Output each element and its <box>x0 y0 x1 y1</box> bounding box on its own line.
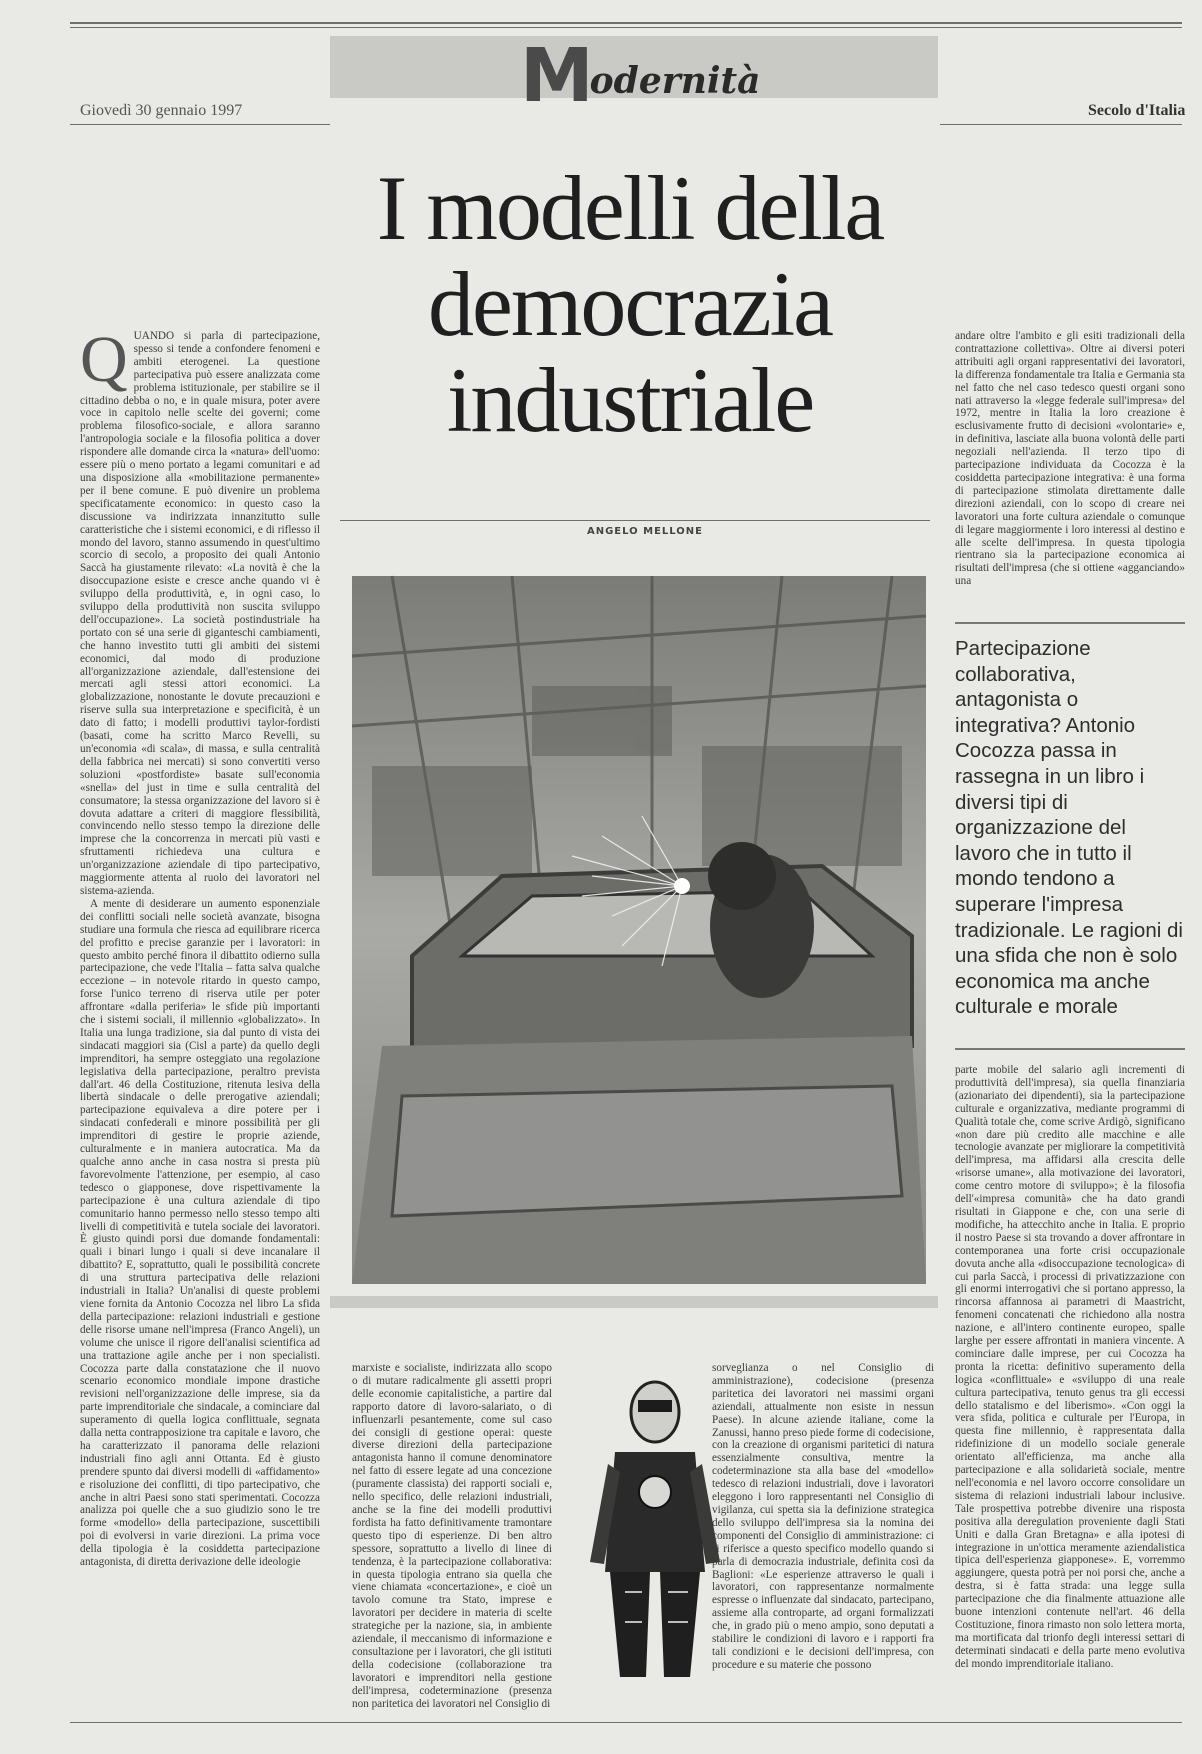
date-rule-right <box>940 124 1182 125</box>
column-4-top-text: andare oltre l'ambito e gli esiti tradizionali della contrattazione collettiva». Oltre ai diversi poteri attribuiti agli organi rappresentativi dei lavoratori, la differenza fondamentale tra Italia e Germania sta nel fatto che nel caso tedesco questi organi sono nati attraverso la «legge federale sull'impresa» del 1972, mentre in Italia la loro creazione è esclusivamente frutto di decisioni «volontarie» e, in definitiva, lasciate alla buona volontà delle parti negoziali nell'azienda. Il terzo tipo di partecipazione individuata da Cocozza è la cosiddetta partecipazione integrativa: è una forma di partecipazione stimolata direttamente dalle direzioni aziendali, con lo scopo di creare nei lavoratori una forte cultura aziendale o comunque di legare maggiormente i loro interessi al destino e alle scelte dell'impresa. In questa tipologia rientrano sia la partecipazione economica ai risultati dell'impresa (che si ottiene «agganciando» una <box>955 330 1185 588</box>
robot-figure <box>580 1372 730 1682</box>
headline: I modelli della democrazia industriale <box>376 157 884 451</box>
article-column-4-bottom <box>955 1064 1185 1678</box>
section-title <box>520 33 761 119</box>
robot-illustration-icon <box>580 1372 730 1682</box>
column-2-text: marxiste e socialiste, indirizzata allo scopo o di mutare radicalmente gli assetti propri delle economie capitalistiche, a partire dal rapporto datore di lavoro-salariato, o di influenzarli pesantemente, come sul caso dei consigli di gestione operai: queste diverse direzioni della partecipazione antagonista hanno il comune denominatore nel fatto di essere legate ad una concezione (puramente classista) dei rapporti sociali e, nello specifico, delle relazioni industriali, anche se la fine dei modelli produttivi fordista ha fatto definitivamente tramontare questo tipo di esperienze. Di ben altro spessore, soprattutto a livello di linee di tendenza, è la partecipazione collaborativa: in questa tipologia entrano sia quella che viene chiamata «concertazione», e cioè un tavolo comune tra Stato, imprese e lavoratori per decidere in materia di scelte strategiche per la nazione, sia, in ambiente aziendale, il meccanismo di informazione e consultazione per i lavoratori, che gli istituti della codecisione (collaborazione tra lavoratori e imprenditori nella gestione dell'impresa, codeterminazione (presenza non paritetica dei lavoratori nel Consiglio di <box>352 1362 552 1710</box>
welding-scene-icon <box>352 576 926 1284</box>
article-column-2 <box>352 1362 552 1710</box>
top-rule-thin <box>70 27 1182 28</box>
pull-quote: Partecipazione collaborativa, antagonista o integrativa? Antonio Cocozza passa in rassegna in un libro i diversi tipi di organizzazione del lavoro che in tutto il mondo tendono a superare l'impresa tradizionale. Le ragioni di una sfida che non è solo economica ma anche culturale e morale <box>955 637 1183 1019</box>
photo-bottom-band <box>330 1296 938 1308</box>
drop-cap: Q <box>80 323 128 396</box>
newspaper-name: Secolo d'Italia <box>1088 102 1186 119</box>
bottom-rule <box>70 1722 1182 1723</box>
byline-rule <box>340 520 930 521</box>
article-column-3 <box>712 1362 934 1678</box>
section-name: odernità <box>589 60 761 102</box>
column-3-text: sorveglianza o nel Consiglio di amministrazione), codecisione (presenza paritetica dei lavoratori nei massimi organi aziendali, attualmente non esiste in nessun Paese). In alcune aziende italiane, come la Zanussi, hanno preso piede forme di codecisione, con la creazione di organismi paritetici di natura essenzialmente consultiva, mentre la codeterminazione sta alla base del «modello» tedesco di relazioni industriali, dove i lavoratori eleggono i loro rappresentanti nel Consiglio di vigilanza, cui spetta sia la definizione strategica dello sviluppo dell'impresa sia la nomina dei componenti del Consiglio di amministrazione: ci si riferisce a questo specifico modello quando si parla di democrazia industriale, definita così da Baglioni: «Le esperienze attraverso le quali i lavoratori, con rappresentanze normalmente espresse o influenzate dal sindacato, partecipano, assieme alla controparte, ad organi formalizzati che, in grado più o meno ampio, sono deputati a stabilire le condizioni di lavoro e i rapporti fra tali condizioni e le decisioni dell'impresa, con procedure e su materie che possono <box>712 1362 934 1671</box>
section-initial: M <box>520 33 592 119</box>
paragraph-2: A mente di desiderare un aumento esponenziale dei conflitti sociali nelle società avanzate, bisogna studiare una formula che riesca ad equilibrare ricerca del profitto e precise garanzie per i lavoratori: in questo ambito perché finora il dibattito odierno sulla partecipazione, che vede l'Italia – fatta salva qualche eccezione – in notevole ritardo in questo campo, forse l'unico terreno di riserva utile per poter affrontare «dalla periferia» le sfide più importanti che i sistemi sociali, il millennio «globalizzato». In Italia una lunga tradizione, sia dal punto di vista dei sindacati maggiori sia (Cisl a parte) da quello degli imprenditori, ha sempre osteggiato una regolazione legislativa della partecipazione, peraltro prevista dall'art. 46 della Costituzione, ritenuta lesiva della libertà sindacale o delle prerogative aziendali; partecipazione equivaleva a dire potere per i sindacati confederali e minore possibilità per gli imprenditori di gestire le proprie aziende, culturalmente e in maniera autocratica. Ma da qualche anno anche in casa nostra si presta più favorevolmente l'attenzione, per esempio, al caso tedesco o giapponese, dove rispettivamente la partecipazione è una cultura aziendale di tipo comunitario hanno permesso nello stesso tempo alti livelli di competitività e tutela sociale dei lavoratori. È giusto quindi porsi due domande fondamentali: quali i binari lungo i quali si deve incanalare il dibattito? E, soprattutto, quali le possibilità concrete di una struttura partecipativa delle relazioni industriali in Italia? Un'analisi di queste problemi viene fornita da Antonio Cocozza nel libro La sfida della partecipazione: relazioni industriali e gestione delle risorse umane nell'impresa (Franco Angeli), un volume che unisce il rigore dell'analisi scientifica ad una trattazione agile anche per i non specialisti. Cocozza parte dalla constatazione che il nuovo scenario economico mondiale impone drastiche revisioni nell'organizzazione delle imprese, sia da parte imprenditoriale che sindacale, a cominciare dal superamento di quella logica conflittuale, segnata dalla netta contrapposizione tra capitale e lavoro, che ha caratterizzato il panorama delle relazioni industriali fino agli anni Ottanta. Ed è giusto prendere spunto dai diversi modelli di «affidamento» e risoluzione dei conflitti, di tipo partecipativo, che anche in altri Paesi sono stati sperimentati. Cocozza analizza poi quelle che a suo giudizio sono le tre forme «modello» della partecipazione, suscettibili poi di evolversi in varie direzioni. La prima voce della tipologia è la cosiddetta partecipazione antagonista, di diretta derivazione delle ideologie <box>80 897 320 1569</box>
article-column-1 <box>80 323 320 1675</box>
top-rule <box>70 22 1182 24</box>
date-rule-left <box>70 124 330 125</box>
callout-top-rule <box>955 622 1185 624</box>
callout-bottom-rule <box>955 1048 1185 1050</box>
lead-paragraph: UANDO si parla di partecipazione, spesso si tende a confondere fenomeni e ambiti eterogenei. La questione partecipativa può essere analizzata come problema istituzionale, per stabilire se il cittadino debba o no, e in quale misura, poter avere voce in capitolo nelle scelte dei governi; come problema filosofico-sociale, e allora saranno l'antropologia sociale e la filosofia politica a dover rispondere alle domande circa la «natura» dell'uomo: essere più o meno portato a legami comunitari e ad una disposizione alla «mobilitazione permanente» per il bene comune. E può divenire un problema specificatamente economico: in questo caso la discussione va indirizzata innanzitutto sulle caratteristiche che i sistemi economici, e di riflesso il mondo del lavoro, stanno assumendo in quest'ultimo scorcio di secolo, a proposito dei quali Antonio Saccà ha giustamente rilevato: «La novità è che la disoccupazione esiste e cresce anche quando vi è sviluppo della produttività, e, in ogni caso, lo sviluppo della produttività non suscita sviluppo dell'occupazione». La società postindustriale ha portato con sé una serie di giganteschi cambiamenti, che hanno investito tutti gli ambiti dei sistemi economici, dal modo di produzione all'organizzazione aziendale, dall'estensione dei mercati agli stessi attori economici. La globalizzazione, nonostante le dovute precauzioni e riserve sulla sua interpretazione e specificità, è un dato di fatto; i modelli produttivi taylor-fordisti (basati, come ha scritto Marco Revelli, su un'economia «di scala», di massa, e sulla centralità della fabbrica nei mercati) si sono convertiti verso soluzioni «postfordiste» basate sull'economia «snella» del just in time e sulla centralità del consumatore; la stessa organizzazione del lavoro si è dovuta adattare a criteri di maggiore flessibilità, convincendo nello stesso tempo la direzione delle imprese che la concorrenza in mercati più vasti e sfruttamenti richiedeva una cultura e un'organizzazione aziendale di tipo partecipativo, maggiormente attenta al ruolo dei lavoratori nel sistema-azienda. <box>80 330 320 897</box>
factory-photo <box>352 576 926 1284</box>
byline: ANGELO MELLONE <box>586 526 704 537</box>
column-4-bottom-text: parte mobile del salario agli incrementi di produttività dell'impresa), sia quella finanziaria (azionariato dei dipendenti), sia la partecipazione culturale e organizzativa, mediante programmi di Qualità totale che, come scrive Ardigò, significano «non dare più credito alle macchine e alle tecnologie avanzate per migliorare la competitività dell'impresa, ma affidarsi alla crescita delle «risorse umane», alla motivazione dei lavoratori, come centro motore di sviluppo»; è la filosofia dell'«impresa comunità» che ha dato grandi risultati in Giappone e che, con una serie di modifiche, ha attecchito anche in Italia. E proprio il nostro Paese si sta trovando a dover affrontare in contemporanea una forte crisi occupazionale dovuta anche alla «disoccupazione tecnologica» di cui parla Saccà, i processi di privatizzazione con gli enormi interrogativi che si portano appresso, la rincorsa affannosa ai parametri di Maastricht, fenomeni concatenati che richiedono alla nostra nazione, e all'intero continente europeo, spalle larghe per essere affrontati in maniera vincente. A cominciare dalle imprese, per cui Cocozza ha pronta la ricetta: definitivo superamento della logica «conflittuale» e «sviluppo di una reale cultura partecipativa, tenuto genus tra gli eccessi dello statalismo e del liberismo». «Con oggi la vera sfida, politica e culturale per l'Europa, in questa fine millennio, è rappresentata dalla ridefinizione di un modello sociale generale orientato all'efficienza, ma anche alla partecipazione e alla solidarietà sociale, mentre nell'economia e nel lavoro occorre consolidare un sistema di relazioni industriali labour inclusive. Tale prospettiva potrebbe divenire una risposta positiva alla deregulation proveniente dagli Stati Uniti e dalla Gran Bretagna» e alla ipotesi di integrazione in un'ottica meramente aziendalistica tipica dell'esperienza giapponese». E, vorremmo aggiungere, questa potrà per noi porsi che, anche a destra, si è fatta strada: una legge sulla partecipazione che dia finalmente attuazione alle buone intenzioni contenute nell'art. 46 della Costituzione, finora rimasto non solo lettera morta, ma mortificata dal trionfo degli interessi settari di determinati sindacati e della parte meno evolutiva del mondo imprenditoriale italiano. <box>955 1064 1185 1670</box>
article-column-4-top <box>955 330 1185 608</box>
issue-date: Giovedì 30 gennaio 1997 <box>80 102 243 119</box>
